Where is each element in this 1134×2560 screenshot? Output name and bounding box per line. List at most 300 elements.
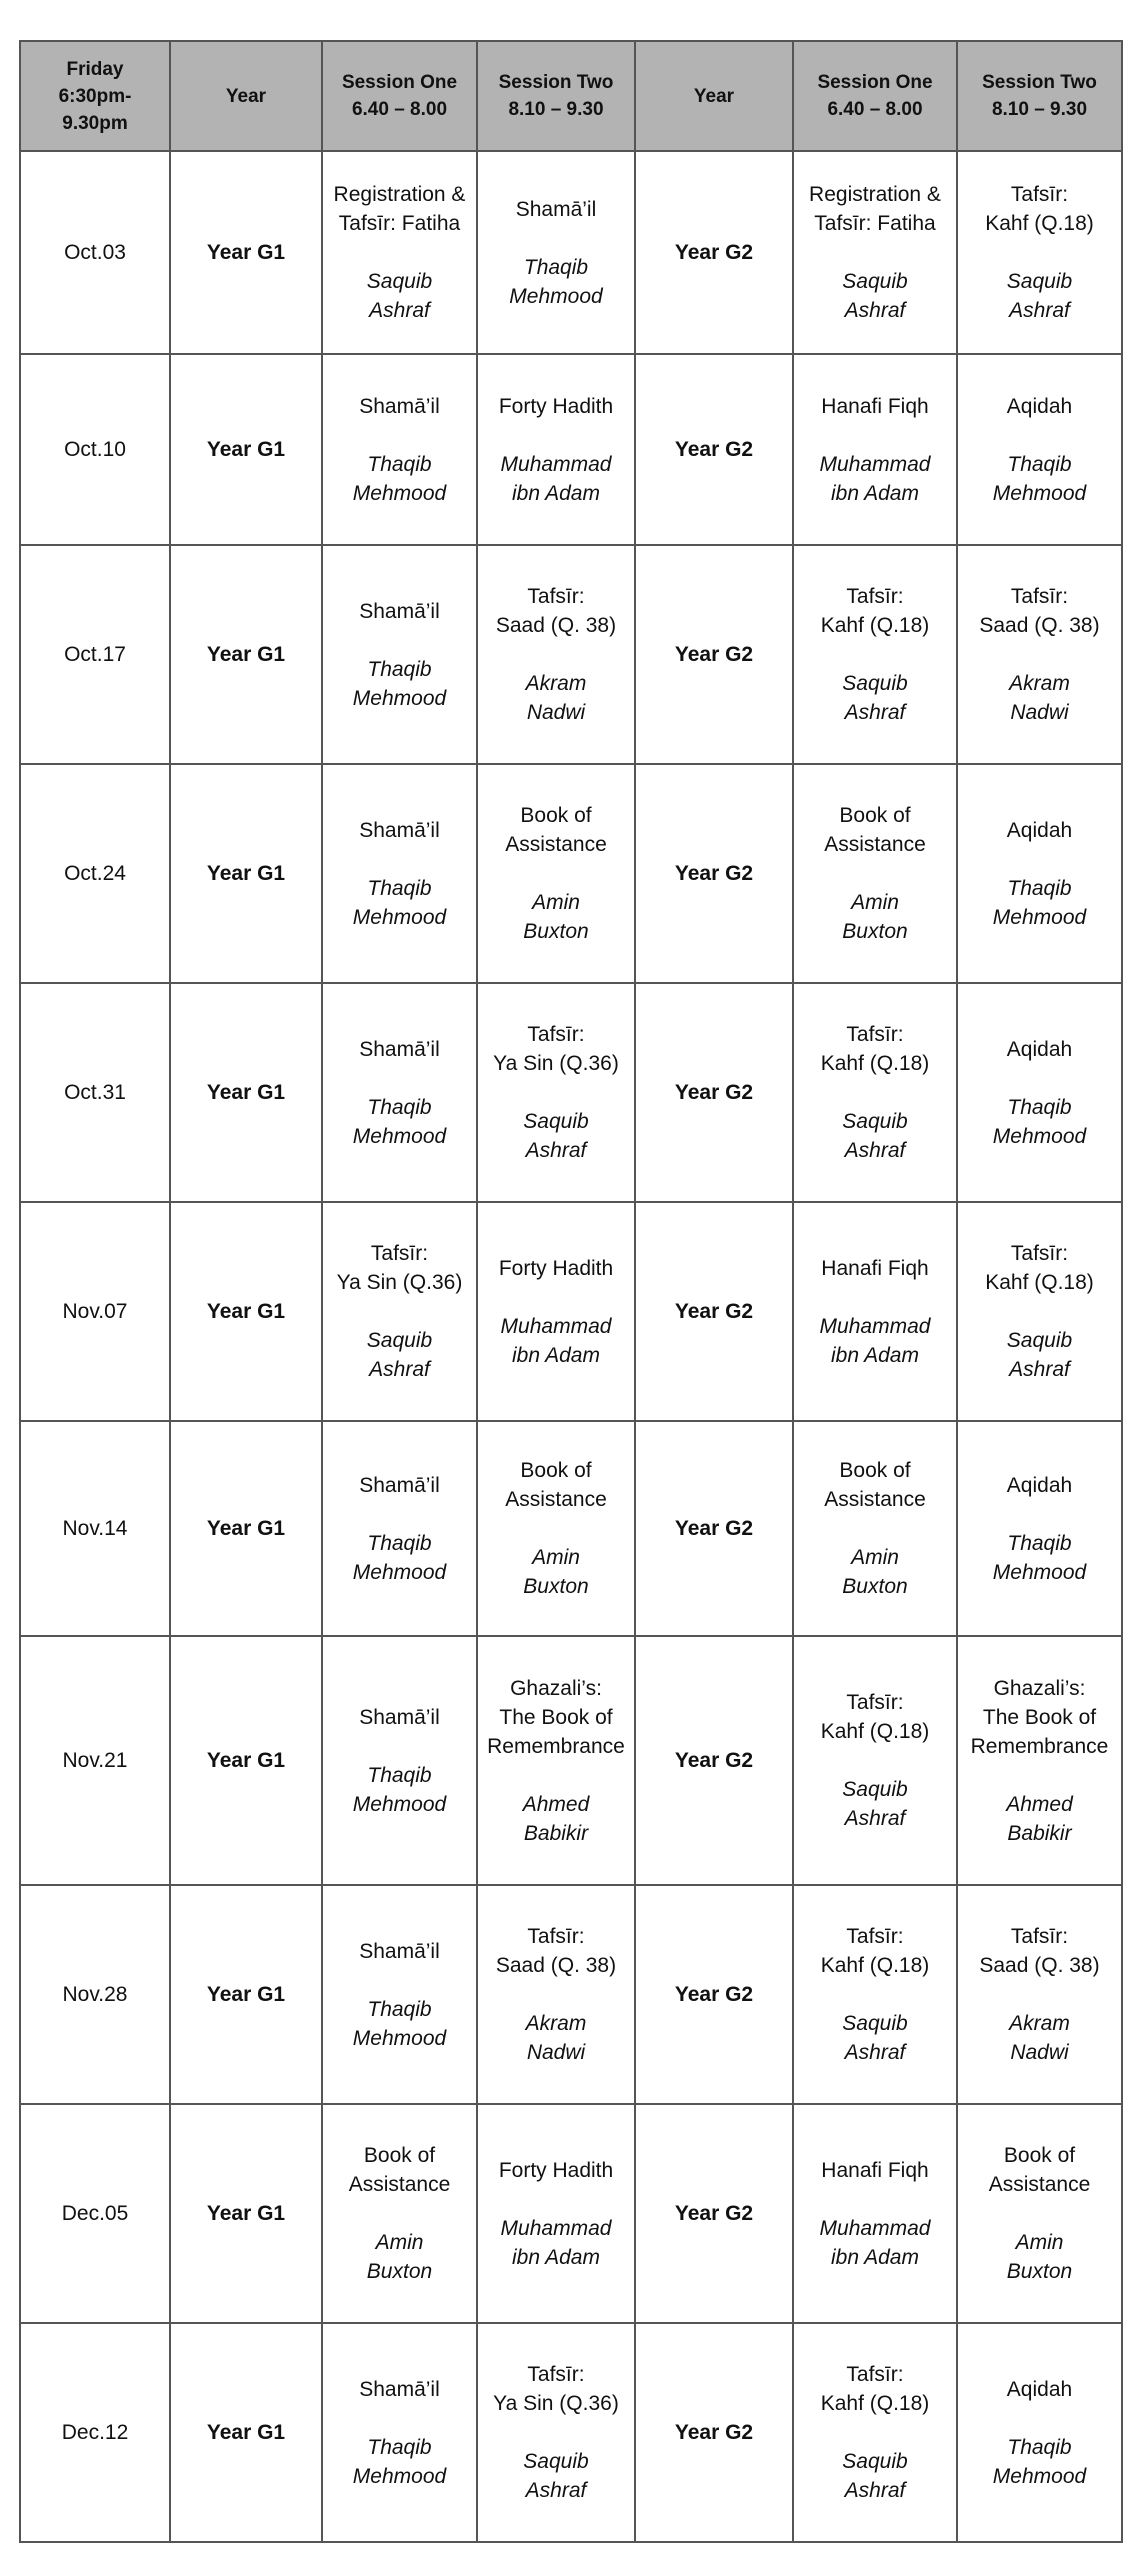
teacher-name (353, 1529, 446, 1587)
session-cell (477, 983, 635, 1202)
teacher-name-line: Ashraf (844, 701, 906, 724)
session-content (484, 582, 628, 727)
session-cell (322, 1421, 477, 1636)
header-line: 8.10 – 9.30 (508, 99, 604, 120)
subject-name: Kahf (Q.18) (820, 1954, 930, 1977)
header-line: 6.40 – 8.00 (351, 99, 448, 120)
subject-name: Tafsīr: (1010, 1242, 1069, 1265)
subject-name: Assistance (824, 833, 926, 856)
subject-name: Book of (520, 804, 592, 827)
session-cell (477, 2323, 635, 2542)
session-cell (793, 354, 957, 545)
year-cell: Year G1 (170, 545, 322, 764)
year-cell: Year G2 (635, 2104, 793, 2323)
teacher-name-line: ibn Adam (512, 1343, 600, 1367)
teacher-name-line: Mehmood (352, 1792, 447, 1816)
teacher-name (523, 888, 588, 946)
teacher-name (1007, 2228, 1072, 2286)
teacher-name-line: Ashraf (844, 2041, 906, 2064)
teacher-name-line: Muhammad (500, 2216, 612, 2240)
teacher-name-line: Babikir (1007, 1821, 1072, 1845)
subject-name: Tafsīr: (846, 1925, 904, 1948)
table-row (20, 983, 1122, 1202)
header-row (20, 41, 1122, 151)
header-session-two-g1 (477, 41, 635, 151)
session-content (329, 1703, 470, 1819)
subject-name: Book of (839, 1459, 911, 1482)
subject-name: Assistance (988, 2173, 1091, 2196)
session-cell (957, 2104, 1122, 2323)
table-row (20, 354, 1122, 545)
subject-name: Aqidah (1006, 2377, 1073, 2401)
year-cell: Year G1 (170, 151, 322, 354)
subject-name: Saad (Q. 38) (979, 614, 1100, 637)
subject-name: Ghazali’s: (993, 1676, 1086, 1700)
teacher-name-line: Akram (1009, 2012, 1070, 2035)
session-cell (957, 1421, 1122, 1636)
year-cell: Year G1 (170, 764, 322, 983)
session-content (329, 1035, 470, 1151)
subject-name: Shamā’il (359, 2377, 440, 2401)
header-line: Friday (66, 58, 124, 80)
subject-name: Tafsīr: (846, 585, 904, 608)
session-content (329, 2375, 470, 2491)
session-cell (322, 983, 477, 1202)
teacher-name-line: Saquib (842, 270, 908, 293)
teacher-name (367, 2228, 432, 2286)
teacher-name (842, 2009, 907, 2067)
year-cell: Year G1 (170, 983, 322, 1202)
session-content (964, 1674, 1115, 1848)
teacher-name (993, 450, 1086, 508)
teacher-name (526, 669, 587, 727)
teacher-name-line: Akram (525, 2012, 587, 2035)
subject-name: Shamā’il (359, 599, 440, 623)
teacher-name-line: Thaqib (367, 1531, 432, 1555)
teacher-name-line: Thaqib (367, 657, 432, 681)
year-cell: Year G2 (635, 1202, 793, 1421)
teacher-name-line: Ashraf (1009, 1358, 1070, 1381)
teacher-name (1009, 2009, 1070, 2067)
table-row (20, 151, 1122, 354)
teacher-name-line: Saquib (523, 2450, 589, 2473)
subject-name: Tafsīr: (846, 1023, 904, 1046)
year-cell: Year G2 (635, 354, 793, 545)
subject-name: Assistance (824, 1488, 926, 1511)
session-content (964, 582, 1115, 727)
date-cell: Oct.03 (20, 151, 170, 354)
header-session-one-g2 (793, 41, 957, 151)
teacher-name (820, 450, 931, 508)
teacher-name-line: Nadwi (1010, 2041, 1069, 2064)
teacher-name-line: Muhammad (819, 2216, 931, 2240)
subject-name: Forty Hadith (498, 2158, 614, 2182)
teacher-name-line: Thaqib (1007, 1095, 1072, 1119)
subject-name: Ya Sin (Q.36) (336, 1271, 463, 1294)
subject-name: Tafsīr: (527, 585, 585, 608)
session-content (800, 801, 950, 946)
year-cell: Year G1 (170, 2323, 322, 2542)
session-content (484, 392, 628, 508)
subject-name: Aqidah (1006, 1473, 1073, 1497)
subject-name: Remembrance (970, 1734, 1109, 1758)
teacher-name-line: Amin (851, 1546, 899, 1569)
header-line: Session Two (498, 72, 614, 93)
teacher-name-line: ibn Adam (831, 1343, 919, 1367)
teacher-name (501, 450, 612, 508)
teacher-name-line: Buxton (1006, 2260, 1073, 2283)
teacher-name-line: Ashraf (525, 2479, 587, 2502)
teacher-name (820, 2214, 931, 2272)
teacher-name-line: Mehmood (992, 1124, 1087, 1148)
teacher-name-line: Thaqib (367, 876, 432, 900)
session-cell (477, 1885, 635, 2104)
subject-name: Tafsīr: (527, 2363, 585, 2386)
subject-name: Aqidah (1006, 394, 1073, 418)
subject-name: Assistance (348, 2173, 451, 2196)
date-cell: Oct.17 (20, 545, 170, 764)
timetable-header (20, 41, 1122, 151)
subject-name: Kahf (Q.18) (985, 1271, 1094, 1294)
subject-name: Book of (363, 2144, 436, 2167)
header-session-one-g1 (322, 41, 477, 151)
teacher-name (1009, 669, 1070, 727)
teacher-name-line: Muhammad (500, 1314, 612, 1338)
session-content (800, 1254, 950, 1370)
session-content (484, 801, 628, 946)
session-content (484, 1674, 628, 1848)
teacher-name-line: Saquib (523, 1110, 589, 1133)
session-content (484, 2156, 628, 2272)
table-row (20, 1885, 1122, 2104)
teacher-name-line: Amin (1015, 2231, 1064, 2254)
teacher-name-line: Ashraf (844, 1139, 906, 1162)
date-cell: Oct.10 (20, 354, 170, 545)
teacher-name (353, 1761, 446, 1819)
session-cell (793, 151, 957, 354)
session-cell (322, 764, 477, 983)
teacher-name (842, 1543, 907, 1601)
teacher-name-line: Thaqib (367, 1763, 432, 1787)
teacher-name (523, 1543, 588, 1601)
subject-name: Assistance (505, 833, 607, 856)
session-cell (477, 354, 635, 545)
subject-name: The Book of (499, 1705, 613, 1729)
session-cell (793, 1636, 957, 1885)
table-row (20, 764, 1122, 983)
header-line: 6:30pm- (58, 85, 132, 107)
session-cell (322, 545, 477, 764)
header-line: 8.10 – 9.30 (991, 99, 1088, 120)
subject-name: Kahf (Q.18) (820, 1720, 930, 1743)
session-content (964, 1922, 1115, 2067)
year-cell: Year G2 (635, 545, 793, 764)
session-content (964, 2141, 1115, 2286)
teacher-name-line: Thaqib (367, 2435, 432, 2459)
session-content (329, 180, 470, 325)
teacher-name-line: ibn Adam (512, 2245, 600, 2269)
teacher-name-line: Mehmood (509, 284, 603, 308)
subject-name: Saad (Q. 38) (979, 1954, 1100, 1977)
subject-name: Tafsīr: (846, 1691, 904, 1714)
teacher-name-line: ibn Adam (512, 481, 600, 505)
teacher-name (842, 267, 907, 325)
header-line: Session Two (982, 72, 1097, 93)
subject-name: Ghazali’s: (510, 1676, 602, 1700)
timetable-body (20, 151, 1122, 2542)
year-cell: Year G2 (635, 1885, 793, 2104)
session-cell (477, 1202, 635, 1421)
teacher-name (523, 1107, 588, 1165)
session-content (329, 2141, 470, 2286)
session-cell (793, 1202, 957, 1421)
session-content (484, 1254, 628, 1370)
subject-name: Kahf (Q.18) (985, 212, 1094, 235)
teacher-name-line: Buxton (842, 1575, 908, 1598)
teacher-name-line: Ahmed (522, 1792, 590, 1816)
session-content (484, 1456, 628, 1601)
subject-name: Shamā’il (359, 1939, 440, 1963)
teacher-name-line: Ashraf (844, 299, 906, 322)
subject-name: Forty Hadith (498, 1256, 614, 1280)
year-cell: Year G1 (170, 1421, 322, 1636)
subject-name: Remembrance (487, 1734, 625, 1758)
date-cell: Oct.31 (20, 983, 170, 1202)
teacher-name (842, 1775, 907, 1833)
teacher-name (993, 1093, 1086, 1151)
subject-name: Kahf (Q.18) (820, 614, 930, 637)
session-cell (477, 545, 635, 764)
teacher-name (993, 2433, 1086, 2491)
subject-name: Tafsīr: Fatiha (814, 212, 936, 235)
subject-name: Shamā’il (359, 1705, 440, 1729)
teacher-name (367, 267, 432, 325)
session-cell (957, 2323, 1122, 2542)
subject-name: Hanafi Fiqh (821, 2158, 929, 2182)
session-cell (957, 151, 1122, 354)
teacher-name-line: ibn Adam (831, 481, 919, 505)
session-cell (322, 1202, 477, 1421)
teacher-name-line: Babikir (523, 1821, 589, 1845)
teacher-name-line: Ashraf (525, 1139, 587, 1162)
year-cell: Year G1 (170, 354, 322, 545)
subject-name: Tafsīr: (1010, 183, 1069, 206)
teacher-name-line: Ashraf (369, 299, 430, 322)
teacher-name-line: Mehmood (352, 2026, 447, 2050)
subject-name: Shamā’il (359, 1037, 440, 1061)
teacher-name-line: Saquib (1006, 1329, 1073, 1352)
subject-name: Book of (1003, 2144, 1076, 2167)
teacher-name-line: Nadwi (526, 701, 586, 724)
session-cell (793, 983, 957, 1202)
session-cell (957, 1202, 1122, 1421)
session-content (964, 1035, 1115, 1151)
session-cell (322, 2104, 477, 2323)
teacher-name-line: Saquib (842, 2450, 908, 2473)
date-cell: Nov.07 (20, 1202, 170, 1421)
date-cell: Nov.14 (20, 1421, 170, 1636)
teacher-name-line: Akram (525, 672, 587, 695)
session-content (484, 2360, 628, 2505)
session-content (800, 392, 950, 508)
session-content (964, 392, 1115, 508)
teacher-name (842, 1107, 907, 1165)
teacher-name-line: Thaqib (523, 255, 589, 279)
subject-name: Shamā’il (359, 1473, 440, 1497)
subject-name: Book of (839, 804, 911, 827)
subject-name: Book of (520, 1459, 592, 1482)
subject-name: Shamā’il (515, 197, 597, 221)
teacher-name (501, 2214, 612, 2272)
teacher-name-line: Mehmood (352, 481, 447, 505)
date-cell: Dec.05 (20, 2104, 170, 2323)
subject-name: Registration & (333, 183, 466, 206)
teacher-name (501, 1312, 612, 1370)
teacher-name-line: Thaqib (367, 1095, 432, 1119)
subject-name: Shamā’il (359, 394, 440, 418)
subject-name: Tafsīr: (1010, 1925, 1069, 1948)
year-cell: Year G2 (635, 764, 793, 983)
subject-name: The Book of (982, 1705, 1097, 1729)
teacher-name-line: Saquib (842, 1778, 908, 1801)
teacher-name (1007, 267, 1072, 325)
session-cell (477, 1421, 635, 1636)
teacher-name-line: Muhammad (500, 452, 612, 476)
header-line: Session One (817, 72, 933, 93)
session-content (964, 816, 1115, 932)
teacher-name-line: Saquib (366, 1329, 433, 1352)
year-cell: Year G1 (170, 1202, 322, 1421)
teacher-name-line: Mehmood (352, 1124, 447, 1148)
header-line: 6.40 – 8.00 (827, 99, 923, 120)
teacher-name (523, 1790, 590, 1848)
session-content (800, 2156, 950, 2272)
header-session-two-g2 (957, 41, 1122, 151)
session-content (964, 1471, 1115, 1587)
teacher-name-line: Amin (375, 2231, 424, 2254)
teacher-name-line: Thaqib (367, 452, 432, 476)
teacher-name (353, 2433, 446, 2491)
table-row (20, 1421, 1122, 1636)
teacher-name-line: Amin (532, 891, 580, 914)
session-content (484, 1020, 628, 1165)
teacher-name-line: Saquib (842, 1110, 908, 1133)
session-content (964, 180, 1115, 325)
teacher-name-line: Mehmood (352, 2464, 447, 2488)
subject-name: Tafsīr: (527, 1023, 585, 1046)
teacher-name-line: Mehmood (992, 481, 1087, 505)
session-content (800, 1456, 950, 1601)
teacher-name (993, 874, 1086, 932)
session-cell (322, 151, 477, 354)
table-row (20, 2104, 1122, 2323)
teacher-name-line: Buxton (842, 920, 908, 943)
subject-name: Hanafi Fiqh (821, 1256, 929, 1280)
header-year-g2: Year (635, 41, 793, 151)
teacher-name-line: Mehmood (992, 2464, 1087, 2488)
teacher-name-line: Muhammad (819, 1314, 931, 1338)
subject-name: Hanafi Fiqh (821, 394, 929, 418)
teacher-name-line: Buxton (523, 920, 589, 943)
year-cell: Year G2 (635, 2323, 793, 2542)
teacher-name (523, 2447, 588, 2505)
session-cell (793, 545, 957, 764)
teacher-name-line: Saquib (842, 672, 908, 695)
table-row (20, 1636, 1122, 1885)
subject-name: Tafsīr: (527, 1925, 585, 1948)
session-cell (477, 764, 635, 983)
subject-name: Tafsīr: (846, 2363, 904, 2386)
subject-name: Saad (Q. 38) (495, 614, 617, 637)
header-friday-time (20, 41, 170, 151)
teacher-name (353, 450, 446, 508)
teacher-name-line: Buxton (366, 2260, 433, 2283)
teacher-name (993, 1529, 1086, 1587)
teacher-name (353, 874, 446, 932)
year-cell: Year G2 (635, 1636, 793, 1885)
header-line: Session One (341, 72, 458, 93)
session-content (329, 816, 470, 932)
session-cell (793, 1885, 957, 2104)
teacher-name-line: Nadwi (526, 2041, 586, 2064)
year-cell: Year G2 (635, 1421, 793, 1636)
table-row (20, 545, 1122, 764)
session-content (329, 1471, 470, 1587)
teacher-name-line: Amin (532, 1546, 580, 1569)
teacher-name (353, 1093, 446, 1151)
teacher-name-line: Thaqib (1007, 876, 1072, 900)
teacher-name-line: Saquib (366, 270, 433, 293)
subject-name: Ya Sin (Q.36) (493, 1052, 619, 1075)
teacher-name (842, 669, 907, 727)
teacher-name-line: Thaqib (367, 1997, 432, 2021)
session-content (800, 2360, 950, 2505)
year-cell: Year G1 (170, 1636, 322, 1885)
teacher-name-line: Thaqib (1007, 452, 1072, 476)
table-row (20, 2323, 1122, 2542)
session-content (329, 1937, 470, 2053)
teacher-name-line: ibn Adam (831, 2245, 919, 2269)
year-cell: Year G2 (635, 983, 793, 1202)
session-cell (477, 151, 635, 354)
session-content (964, 2375, 1115, 2491)
header-line: 9.30pm (62, 112, 128, 134)
teacher-name (820, 1312, 931, 1370)
subject-name: Forty Hadith (498, 394, 614, 418)
session-cell (793, 2323, 957, 2542)
teacher-name-line: Mehmood (352, 1560, 447, 1584)
teacher-name-line: Thaqib (1007, 1531, 1072, 1555)
session-content (484, 1922, 628, 2067)
year-cell: Year G1 (170, 2104, 322, 2323)
teacher-name-line: Ashraf (844, 2479, 906, 2502)
session-cell (793, 1421, 957, 1636)
subject-name: Tafsīr: (370, 1242, 429, 1265)
session-content (329, 1239, 470, 1384)
session-cell (957, 545, 1122, 764)
teacher-name (842, 888, 907, 946)
session-content (800, 1688, 950, 1833)
teacher-name-line: Nadwi (1010, 701, 1069, 724)
subject-name: Registration & (809, 183, 941, 206)
session-cell (957, 983, 1122, 1202)
timetable (19, 40, 1123, 2543)
session-content (800, 582, 950, 727)
teacher-name-line: Mehmood (992, 1560, 1087, 1584)
date-cell: Dec.12 (20, 2323, 170, 2542)
session-content (484, 195, 628, 311)
teacher-name-line: Akram (1009, 672, 1070, 695)
